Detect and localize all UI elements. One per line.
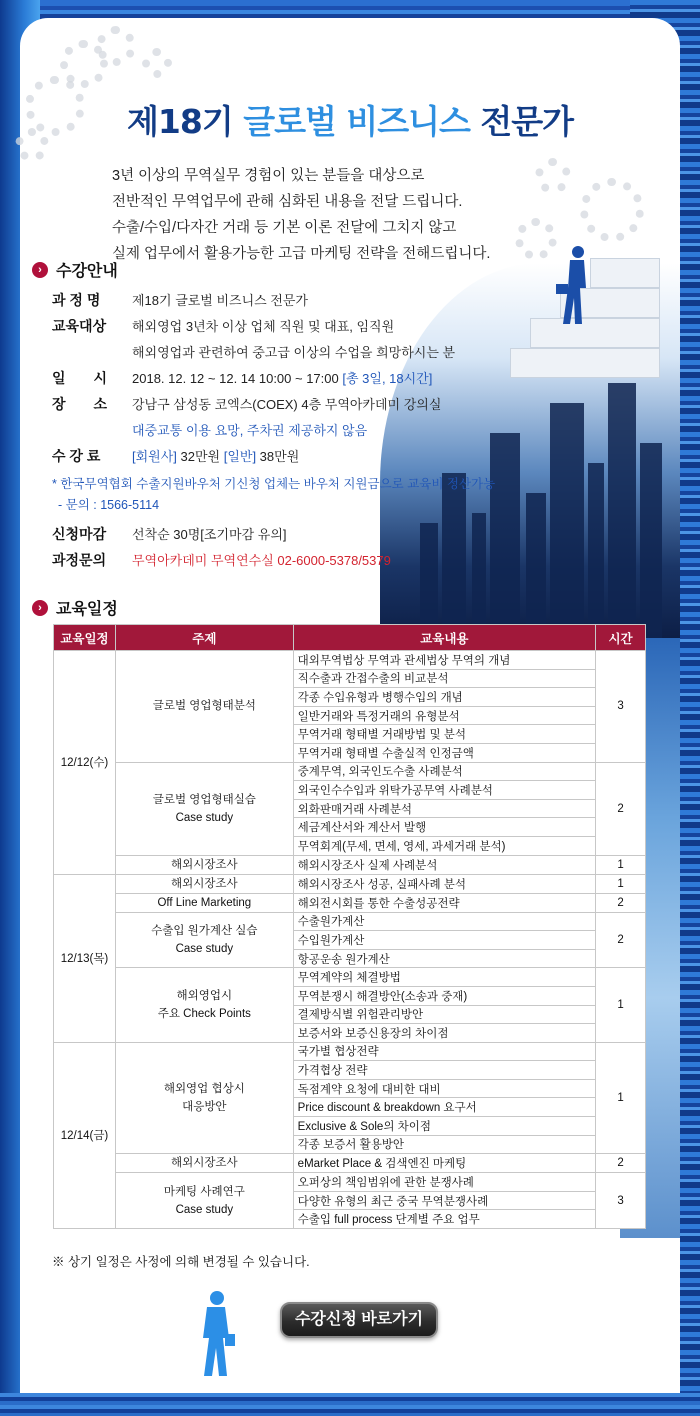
- topic-cell: [115, 912, 293, 968]
- bottom-stripe: [0, 1393, 700, 1416]
- topic-cell: 해외시장조사: [115, 874, 293, 893]
- content-cell: 결제방식별 위험관리방안: [293, 1005, 595, 1024]
- content-cell: 보증서와 보증신용장의 차이점: [293, 1024, 595, 1043]
- column-header: 주제: [115, 625, 293, 651]
- hours-cell: 3: [596, 1173, 646, 1229]
- topic-cell: 해외시장조사: [115, 1154, 293, 1173]
- hours-cell: 2: [596, 762, 646, 855]
- content-cell: 독점계약 요청에 대비한 대비: [293, 1079, 595, 1098]
- info-label: 신청마감: [52, 526, 107, 542]
- table-row: [54, 893, 646, 912]
- hours-cell: 2: [596, 1154, 646, 1173]
- table-row: [54, 1173, 646, 1192]
- hours-cell: 1: [596, 855, 646, 874]
- title-prefix: 제18기: [127, 102, 233, 141]
- content-cell: 무역분쟁시 해결방안(소송과 중재): [293, 986, 595, 1005]
- intro-line: 실제 업무에서 활용가능한 고급 마케팅 전략을 전해드립니다.: [112, 246, 491, 262]
- info-date: [52, 368, 432, 388]
- hours-cell: 2: [596, 893, 646, 912]
- info-label: 수 강 료: [52, 448, 101, 464]
- info-target-2: [52, 342, 455, 361]
- content-cell: 중계무역, 외국인도수출 사례분석: [293, 762, 595, 781]
- businessman-icon: [552, 244, 598, 330]
- hours-cell: 1: [596, 968, 646, 1042]
- topic-cell: 글로벌 영업형태분석: [115, 651, 293, 763]
- table-row: [54, 968, 646, 987]
- topic-cell: Off Line Marketing: [115, 893, 293, 912]
- topic-line: Case study: [175, 1203, 234, 1216]
- content-cell: 해외시장조사 실제 사례분석: [293, 855, 595, 874]
- info-value: 선착순 30명[조기마감 유의]: [132, 527, 287, 542]
- table-row: [54, 762, 646, 781]
- topic-cell: 해외시장조사: [115, 855, 293, 874]
- content-cell: 오퍼상의 책임범위에 관한 분쟁사례: [293, 1173, 595, 1192]
- info-value: 제18기 글로벌 비즈니스 전문가: [132, 293, 308, 308]
- info-value: 해외영업과 관련하여 중고급 이상의 수업을 희망하시는 분: [132, 345, 456, 360]
- section-heading-schedule: [32, 596, 118, 619]
- title-highlight: 글로벌 비즈니스: [243, 102, 470, 141]
- topic-line: 대응방안: [182, 1100, 227, 1113]
- topic-cell: [115, 762, 293, 855]
- info-target: [52, 316, 394, 336]
- content-cell: 대외무역법상 무역과 관세법상 무역의 개념: [293, 651, 595, 670]
- content-cell: 수출원가계산: [293, 912, 595, 931]
- date-extra: [총 3일, 18시간]: [342, 371, 433, 386]
- info-label: 교육대상: [52, 318, 107, 334]
- topic-line: 수출입 원가계산 실습: [151, 924, 258, 937]
- table-row: [54, 1042, 646, 1061]
- content-cell: 세금계산서와 계산서 발행: [293, 818, 595, 837]
- info-label: 과 정 명: [52, 292, 101, 308]
- content-cell: 다양한 유형의 최근 중국 무역분쟁사례: [293, 1191, 595, 1210]
- column-header: 시간: [596, 625, 646, 651]
- content-cell: 무역거래 형태별 거래방법 및 분석: [293, 725, 595, 744]
- gear-icon: [515, 218, 557, 260]
- schedule-footnote: ※ 상기 일정은 사정에 의해 변경될 수 있습니다.: [52, 1255, 310, 1269]
- content-cell: 해외전시회를 통한 수출성공전략: [293, 893, 595, 912]
- content-cell: 무역회계(무세, 면세, 영세, 과세거래 분석): [293, 836, 595, 855]
- gear-icon: [580, 178, 644, 242]
- voucher-contact: - 문의 : 1566-5114: [58, 498, 160, 512]
- voucher-note: * 한국무역협회 수출지원바우처 기신청 업체는 바우처 지원금으로 교육비 정산가능: [52, 477, 496, 491]
- info-value: 대중교통 이용 요망, 주차권 제공하지 않음: [132, 423, 368, 438]
- content-cell: 가격협상 전략: [293, 1061, 595, 1080]
- day-cell: 12/14(금): [54, 1042, 116, 1228]
- info-value: 해외영업 3년차 이상 업체 직원 및 대표, 임직원: [132, 319, 395, 334]
- content-cell: 수출입 full process 단계별 주요 업무: [293, 1210, 595, 1229]
- info-value: 강남구 삼성동 코엑스(COEX) 4층 무역아카데미 강의실: [132, 397, 442, 412]
- chevron-right-icon: ›: [32, 262, 48, 278]
- content-cell: 각종 보증서 활용방안: [293, 1135, 595, 1154]
- topic-cell: [115, 1173, 293, 1229]
- content-cell: 무역계약의 체결방법: [293, 968, 595, 987]
- column-header: 교육일정: [54, 625, 116, 651]
- intro-line: 수출/수입/다자간 거래 등 기본 이론 전달에 그치지 않고: [112, 220, 457, 236]
- info-contact: [52, 550, 391, 570]
- hours-cell: 1: [596, 874, 646, 893]
- fee-general-tag: [일반]: [223, 449, 257, 464]
- content-cell: Exclusive & Sole의 차이점: [293, 1117, 595, 1136]
- content-cell: 수입원가계산: [293, 931, 595, 950]
- topic-line: 주요 Check Points: [157, 1008, 251, 1020]
- gear-icon: [142, 48, 172, 78]
- table-row: [54, 855, 646, 874]
- content-cell: 각종 수입유형과 병행수입의 개념: [293, 688, 595, 707]
- content-cell: 항공운송 원가계산: [293, 949, 595, 968]
- content-cell: 직수출과 간접수출의 비교분석: [293, 669, 595, 688]
- info-label: 과정문의: [52, 552, 107, 568]
- info-fee: [52, 446, 299, 466]
- topic-line: Case study: [175, 942, 234, 955]
- content-cell: 해외시장조사 성공, 실패사례 분석: [293, 874, 595, 893]
- intro-line: 3년 이상의 무역실무 경험이 있는 분들을 대상으로: [112, 168, 425, 184]
- hours-cell: 3: [596, 651, 646, 763]
- table-row: [54, 912, 646, 931]
- section-heading-info: [32, 258, 118, 281]
- info-value: [132, 446, 299, 466]
- topic-line: 해외영업 협상시: [163, 1082, 245, 1095]
- info-deadline: [52, 524, 287, 544]
- content-cell: 외국인수수입과 위탁가공무역 사례분석: [293, 781, 595, 800]
- content-cell: 일반거래와 특정거래의 유형분석: [293, 706, 595, 725]
- hours-cell: 1: [596, 1042, 646, 1154]
- info-value: 무역아카데미 무역연수실 02-6000-5378/5379: [132, 553, 391, 568]
- title-suffix: 전문가: [480, 102, 573, 141]
- content-cell: Price discount & breakdown 요구서: [293, 1098, 595, 1117]
- schedule-table: [53, 624, 646, 1229]
- topic-line: Case study: [175, 811, 234, 824]
- table-row: [54, 651, 646, 670]
- table-header-row: [54, 625, 646, 651]
- businessman-icon: [195, 1290, 239, 1380]
- info-course: [52, 290, 308, 310]
- day-cell: 12/12(수): [54, 651, 116, 875]
- table-row: [54, 1154, 646, 1173]
- hours-cell: 2: [596, 912, 646, 968]
- fee-member: 32만원: [176, 449, 224, 464]
- chevron-right-icon: ›: [32, 600, 48, 616]
- content-card: [20, 18, 680, 1393]
- content-cell: eMarket Place & 검색엔진 마케팅: [293, 1154, 595, 1173]
- day-cell: 12/13(목): [54, 874, 116, 1042]
- section-title: 교육일정: [56, 601, 118, 618]
- info-label: 장 소: [52, 396, 108, 412]
- fee-general: 38만원: [256, 449, 300, 464]
- info-place-note: [52, 420, 367, 439]
- gear-icon: [96, 26, 136, 66]
- date-text: 2018. 12. 12 ~ 12. 14 10:00 ~ 17:00: [132, 371, 339, 386]
- section-title: 수강안내: [56, 263, 118, 280]
- column-header: 교육내용: [293, 625, 595, 651]
- page-title: [20, 96, 680, 143]
- topic-line: 글로벌 영업형태실습: [152, 793, 256, 806]
- gear-icon: [535, 158, 571, 194]
- fee-member-tag: [회원사]: [132, 449, 177, 464]
- topic-cell: [115, 1042, 293, 1154]
- topic-cell: [115, 968, 293, 1042]
- intro-text: [112, 163, 490, 267]
- table-row: [54, 874, 646, 893]
- content-cell: 외화판매거래 사례분석: [293, 799, 595, 818]
- info-label: 일 시: [52, 370, 108, 386]
- apply-button[interactable]: 수강신청 바로가기: [280, 1302, 438, 1338]
- intro-line: 전반적인 무역업무에 관해 심화된 내용을 전달 드립니다.: [112, 194, 463, 210]
- info-value: [132, 368, 432, 388]
- topic-line: 마케팅 사례연구: [163, 1185, 245, 1198]
- info-place: [52, 394, 441, 414]
- topic-line: 해외영업시: [176, 990, 233, 1002]
- content-cell: 국가별 협상전략: [293, 1042, 595, 1061]
- content-cell: 무역거래 형태별 수출실적 인정금액: [293, 743, 595, 762]
